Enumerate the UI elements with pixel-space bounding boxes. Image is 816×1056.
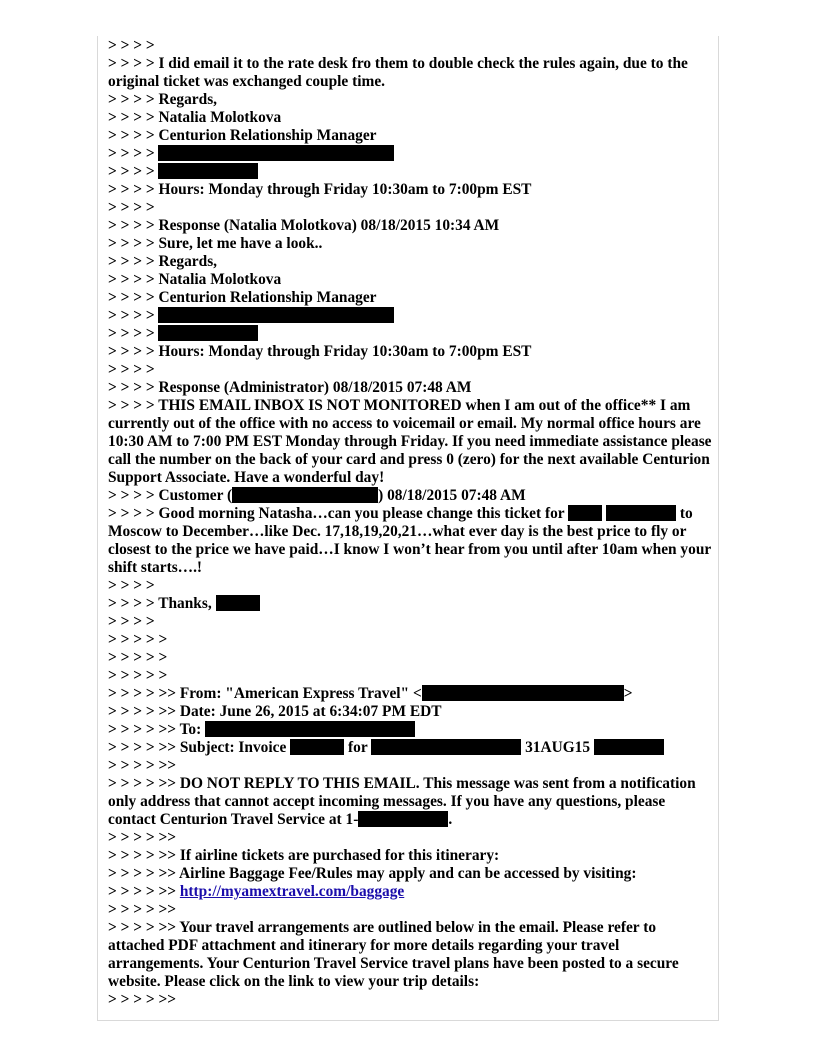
quote-line: > > > > I did email it to the rate desk fro them to double check the rules again, due to the original ticket was exchanged couple time. <box>108 55 692 90</box>
message-part: > > > > Good morning Natasha…can you please change this ticket for <box>108 505 569 522</box>
quote-line: > > > > Sure, let me have a look.. <box>108 235 323 252</box>
notice-text: > > > > >> DO NOT REPLY TO THIS EMAIL. This message was sent from a notification only address that cannot accept incoming messages. If you have any questions, please contact Centurion Travel Service at 1- <box>108 775 700 828</box>
notice-end: . <box>448 811 453 828</box>
redaction-block <box>158 307 394 323</box>
quote-line: > > > > > <box>108 631 168 648</box>
thanks-line <box>108 595 712 613</box>
signature-title: > > > > Centurion Relationship Manager <box>108 127 377 144</box>
signature-contact-line <box>108 307 712 325</box>
quote-line: > > > > <box>108 361 155 378</box>
to-text: > > > > >> To: <box>108 721 206 738</box>
response-header: > > > > Response (Administrator) 08/18/2015 07:48 AM <box>108 379 472 396</box>
quote-line: > > > > >> <box>108 757 177 774</box>
email-thread <box>108 37 716 1009</box>
message-part: to Moscow to December…like Dec. 17,18,19,20,21…what ever day is the best price to fly or closest to the price we have paid…I know I won’t hear from you until after 10am when your shift starts….! <box>108 505 715 576</box>
baggage-link-line <box>108 883 712 901</box>
redaction-block <box>205 721 415 737</box>
subject-text: 31AUG15 <box>521 739 594 756</box>
quote-line: > > > > >> <box>108 901 177 918</box>
quote-line: > > > > <box>108 613 155 630</box>
travel-arrangements-paragraph: > > > > >> Your travel arrangements are outlined below in the email. Please refer to attached PDF attachment and itinerary for more details regarding your travel arrangements. Your Centurion Travel Service travel plans have been posted to a secure website. Please click on the link to view your trip details: <box>108 919 683 990</box>
quote-prefix: > > > > >> <box>108 883 180 900</box>
response-header: > > > > Response (Natalia Molotkova) 08/18/2015 10:34 AM <box>108 217 500 234</box>
redaction-block <box>371 739 521 755</box>
quote-line: > > > > <box>108 199 155 216</box>
email-subject-line <box>108 739 712 757</box>
quote-prefix: > > > > <box>108 325 159 342</box>
from-text: > > > > >> From: "American Express Travel" < <box>108 685 422 702</box>
baggage-link[interactable]: http://myamextravel.com/baggage <box>179 883 405 900</box>
customer-message <box>108 505 715 577</box>
quote-line: > > > > <box>108 37 155 54</box>
redaction-block <box>568 505 602 521</box>
redaction-block <box>606 505 676 521</box>
redaction-block <box>216 595 260 611</box>
quote-line: > > > > >> <box>108 829 177 846</box>
auto-reply-message: > > > > THIS EMAIL INBOX IS NOT MONITORED when I am out of the office** I am currently out of the office with no access to voicemail or email. My normal office hours are 10:30 AM to 7:00 PM EST Monday through Friday. If you need immediate assistance please call the number on the back of your card and press 0 (zero) for the next available Centurion Support Associate. Have a wonderful day! <box>108 397 716 486</box>
no-reply-notice <box>108 775 712 829</box>
quote-prefix: > > > > <box>108 163 159 180</box>
quote-prefix: > > > > <box>108 145 159 162</box>
signature-line: > > > > Regards, <box>108 91 218 108</box>
redaction-block <box>158 163 258 179</box>
thanks-text: > > > > Thanks, <box>108 595 216 612</box>
email-date-line: > > > > >> Date: June 26, 2015 at 6:34:07 PM EDT <box>108 703 442 720</box>
redaction-block <box>158 145 394 161</box>
quote-line: > > > > > <box>108 667 168 684</box>
redaction-block <box>358 811 448 827</box>
customer-timestamp: ) 08/18/2015 07:48 AM <box>378 487 526 504</box>
customer-header <box>108 487 712 505</box>
signature-contact-line <box>108 163 712 181</box>
signature-contact-line <box>108 325 712 343</box>
email-to-line <box>108 721 712 739</box>
quote-line: > > > > > <box>108 649 168 666</box>
signature-title: > > > > Centurion Relationship Manager <box>108 289 377 306</box>
quote-line: > > > > >> <box>108 991 177 1008</box>
subject-text: > > > > >> Subject: Invoice <box>108 739 291 756</box>
signature-name: > > > > Natalia Molotkova <box>108 109 282 126</box>
subject-text: for <box>344 739 372 756</box>
quote-line: > > > > <box>108 577 155 594</box>
redaction-block <box>594 739 664 755</box>
redaction-block <box>290 739 344 755</box>
hours-line: > > > > Hours: Monday through Friday 10:30am to 7:00pm EST <box>108 181 532 198</box>
baggage-notice: > > > > >> If airline tickets are purchased for this itinerary: <box>108 847 500 864</box>
from-close: > <box>623 685 633 702</box>
redaction-block <box>422 685 624 701</box>
signature-name: > > > > Natalia Molotkova <box>108 271 282 288</box>
redaction-block <box>158 325 258 341</box>
signature-line: > > > > Regards, <box>108 253 218 270</box>
baggage-notice: > > > > >> Airline Baggage Fee/Rules may apply and can be accessed by visiting: <box>108 865 637 882</box>
customer-prefix: > > > > Customer ( <box>108 487 233 504</box>
email-from-line <box>108 685 712 703</box>
signature-contact-line <box>108 145 712 163</box>
redaction-block <box>232 487 378 503</box>
hours-line: > > > > Hours: Monday through Friday 10:30am to 7:00pm EST <box>108 343 532 360</box>
quote-prefix: > > > > <box>108 307 159 324</box>
